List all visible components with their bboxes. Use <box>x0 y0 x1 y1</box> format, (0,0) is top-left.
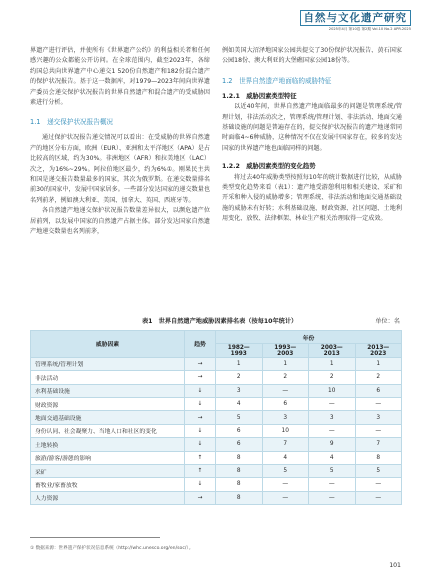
table-row <box>31 464 402 477</box>
paragraph: 各自然遗产地递交保护状况报告数量差异很大，以濒危遗产位居前列，以发展中国家的自然遗产占据主体。部分发达国家自然遗产地递交数量也名列前茅， <box>30 207 210 236</box>
threat-factor-cell: 地面交通基础设施 <box>31 411 185 424</box>
header-factor: 威胁因素 <box>31 331 185 358</box>
threat-ranking-table <box>30 330 402 505</box>
paragraph: 界遗产进行评估，并使所有《世界遗产公约》的利益相关者和任何感兴趣的公众都能公开访问。在全球范围内，截至2023年，各缔约国总共向世界遗产中心递交1 520份自然遗产和182份混合遗产的保护状况报告。基于这一数据库，对1979—2023年间向世界遗产委员会递交保护状况报告的世界自然遗产和混合遗产的受威胁因素进行分析。 <box>30 47 210 107</box>
rank-cell: 6 <box>216 424 263 437</box>
rank-cell: — <box>309 491 356 504</box>
paragraph: 将过去40年威胁类型按照每10年的统计数据进行比较，从威胁类型变化趋势来看（表1）：遗产地受游憩利用和相关建设、采矿和开采和种入侵的威胁增多；管理系统、非法活动和地面交通基础设施的威胁未有好转；水利基础设施、财政资源、社区问题、土地利用变化、放牧、法律框架、林业生产相关治理取得一定成效。 <box>222 173 402 223</box>
rank-cell: 8 <box>216 464 263 477</box>
paragraph: 例如美国大沼泽地国家公园共提交了30份保护状况报告、黄石国家公园18份、澳大利亚的大堡礁国家公园18份等。 <box>222 47 402 65</box>
section-heading: 1.1 递交保护状况报告概况 <box>30 118 114 127</box>
rank-cell: 1 <box>262 357 309 370</box>
rank-cell: 5 <box>216 411 263 424</box>
rank-cell: — <box>262 384 309 397</box>
paragraph: 通过保护状况报告递交情况可以看出：在受威胁的世界自然遗产的地区分布方面，欧洲（EUR）、亚洲和太平洋地区（APA）是占比较高的区域，约为30%。非洲地区（AFR）和拉美地区（LAC）次之，为16%~29%。阿拉伯地区最少，约为6%①。刚果民主共和国是递交报告数量最多的国家，其次为俄罗斯。在递交数量排名前30的国家中，发展中国家居多。一些部分发达国家的递交数量也名列前茅，例如澳大利亚、美国、加拿大、英国、西班牙等。 <box>30 134 210 204</box>
threat-factor-cell: 畜牧业/家畜放牧 <box>31 478 185 491</box>
trend-arrow-cell: ↑ <box>185 464 216 477</box>
trend-arrow-cell: → <box>185 491 216 504</box>
table-row <box>31 411 402 424</box>
rank-cell: — <box>309 424 356 437</box>
table-row <box>31 438 402 451</box>
rank-cell: — <box>309 397 356 410</box>
rank-cell: 7 <box>262 438 309 451</box>
rank-cell: 10 <box>262 424 309 437</box>
trend-arrow-cell: ↓ <box>185 438 216 451</box>
rank-cell: 6 <box>262 397 309 410</box>
table-row <box>31 451 402 464</box>
table-row <box>31 371 402 384</box>
rank-cell: 3 <box>262 411 309 424</box>
rank-cell: 6 <box>355 384 402 397</box>
trend-arrow-cell: ↓ <box>185 397 216 410</box>
paragraph: 以近40年间，世界自然遗产地面临最多的问题是管理系统/管理计划，非法活动次之，管理系统/管理计划、非法活动、地面交通基础设施的问题是普遍存在的，提交保护状况报告的遗产地递常同时面临4~6种威胁，这种情况不仅在发展中国家存在，较多的发达国家的世界遗产地也面临同样的问题。 <box>222 103 402 152</box>
rank-cell: 10 <box>309 384 356 397</box>
trend-arrow-cell: ↓ <box>185 424 216 437</box>
table-title: 表1 世界自然遗产地威胁因素排名表（按每10年统计） <box>142 318 298 325</box>
threat-factor-cell: 水利基础设施 <box>31 384 185 397</box>
trend-arrow-cell: ↓ <box>185 384 216 397</box>
rank-cell: — <box>355 397 402 410</box>
journal-masthead <box>299 6 411 32</box>
rank-cell: 7 <box>355 438 402 451</box>
rank-cell: 2 <box>262 371 309 384</box>
header-period: 2013—2023 <box>355 344 402 357</box>
rank-cell: 3 <box>216 384 263 397</box>
footnote-divider <box>30 537 160 538</box>
rank-cell: 9 <box>309 438 356 451</box>
threat-factor-cell: 管理系统/管理计划 <box>31 357 185 370</box>
rank-cell: 8 <box>216 478 263 491</box>
rank-cell: 1 <box>309 357 356 370</box>
rank-cell: 5 <box>355 464 402 477</box>
table-row <box>31 424 402 437</box>
threat-factor-cell: 身份认同、社会凝聚力、当地人口和社区的变化 <box>31 424 185 437</box>
rank-cell: 8 <box>216 451 263 464</box>
table-row <box>31 357 402 370</box>
rank-cell: 2 <box>355 371 402 384</box>
rank-cell: 4 <box>216 397 263 410</box>
rank-cell: — <box>262 478 309 491</box>
threat-factor-cell: 采矿 <box>31 464 185 477</box>
table-row <box>31 384 402 397</box>
header-period: 1982—1993 <box>216 344 263 357</box>
rank-cell: — <box>262 491 309 504</box>
rank-cell: 6 <box>216 438 263 451</box>
rank-cell: 4 <box>262 451 309 464</box>
header-period: 1993—2003 <box>262 344 309 357</box>
table-unit: 单位：名 <box>375 318 400 325</box>
rank-cell: 8 <box>355 451 402 464</box>
rank-cell: 1 <box>355 357 402 370</box>
trend-arrow-cell: → <box>185 411 216 424</box>
subsection-heading: 1.2.1 威胁因素类型特征 <box>222 92 297 100</box>
rank-cell: — <box>309 478 356 491</box>
rank-cell: 4 <box>309 451 356 464</box>
journal-logo: 自然与文化遗产研究 <box>300 10 412 26</box>
threat-factor-cell: 土地转换 <box>31 438 185 451</box>
rank-cell: — <box>355 478 402 491</box>
rank-cell: 3 <box>309 411 356 424</box>
threat-factor-cell: 非法活动 <box>31 371 185 384</box>
rank-cell: 2 <box>309 371 356 384</box>
trend-arrow-cell: ↑ <box>185 451 216 464</box>
subsection-heading: 1.2.2 威胁因素类型的变化趋势 <box>222 163 316 171</box>
journal-issue-info: 2025年4月 第10卷 第2期 Vol.10 No.2 APR.2025 <box>328 27 411 31</box>
page-number: 101 <box>389 562 401 569</box>
header-trend: 趋势 <box>185 331 216 358</box>
footnote: ① 数据来源：世界遗产保护状况信息系统（http://whc.unesco.org/en/soc/）。 <box>30 546 194 551</box>
rank-cell: — <box>355 491 402 504</box>
trend-arrow-cell: → <box>185 371 216 384</box>
rank-cell: 3 <box>355 411 402 424</box>
rank-cell: 2 <box>216 371 263 384</box>
threat-factor-cell: 旅游/游客/游憩的影响 <box>31 451 185 464</box>
rank-cell: 5 <box>262 464 309 477</box>
table-row <box>31 491 402 504</box>
table-row <box>31 397 402 410</box>
right-column <box>222 46 402 225</box>
rank-cell: 1 <box>216 357 263 370</box>
header-period: 2003—2013 <box>309 344 356 357</box>
table-body <box>31 357 402 504</box>
threat-factor-cell: 人力资源 <box>31 491 185 504</box>
trend-arrow-cell: → <box>185 357 216 370</box>
threat-factor-cell: 财政资源 <box>31 397 185 410</box>
trend-arrow-cell: ↓ <box>185 478 216 491</box>
rank-cell: — <box>355 424 402 437</box>
left-column <box>30 46 210 238</box>
table-row <box>31 478 402 491</box>
header-years: 年份 <box>216 331 402 344</box>
rank-cell: 8 <box>216 491 263 504</box>
rank-cell: 5 <box>309 464 356 477</box>
section-heading: 1.2 世界自然遗产地面临的威胁特征 <box>222 76 332 85</box>
